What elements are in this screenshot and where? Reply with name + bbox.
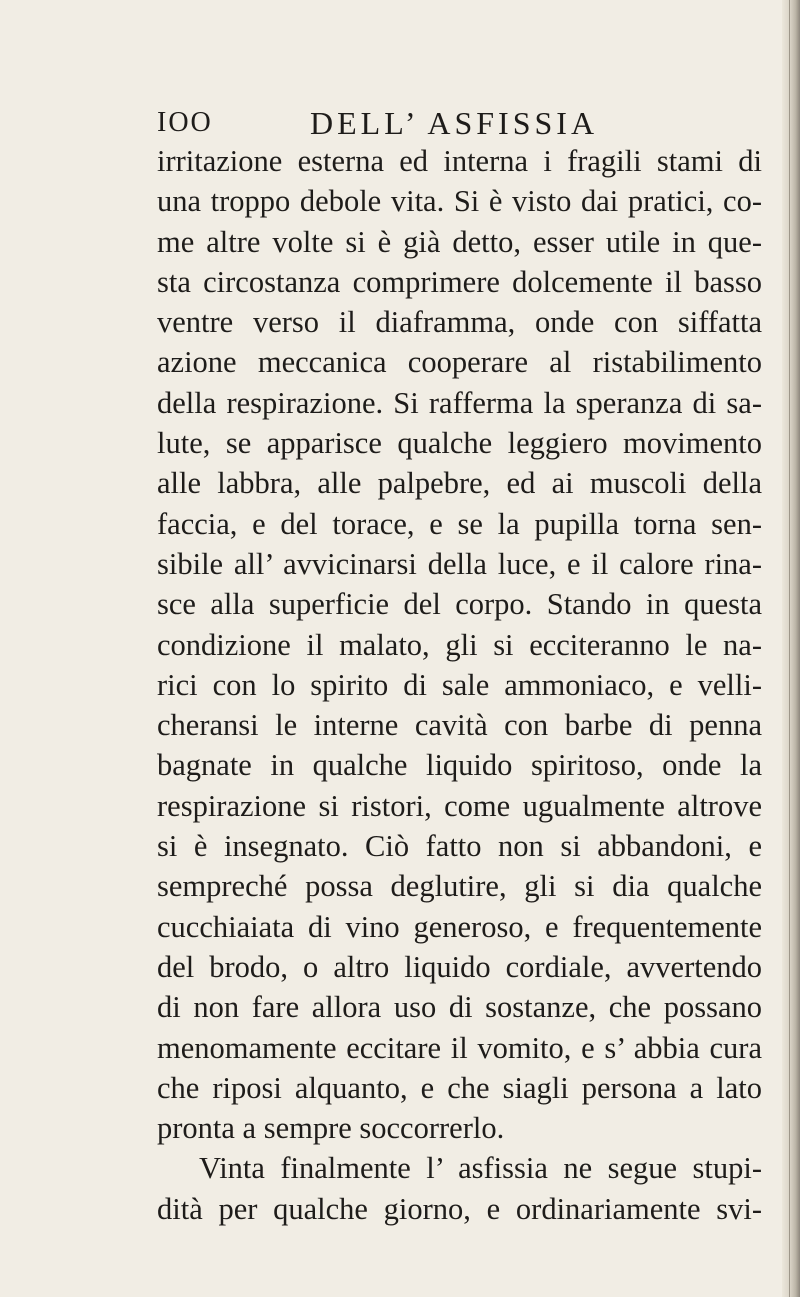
text-line: sibile all’ avvicinarsi della luce, e il calore rina-: [157, 546, 762, 581]
body-text: [157, 141, 762, 1229]
text-line: irritazione esterna ed interna i fragili stami di: [157, 144, 762, 178]
text-line: azione meccanica cooperare al ristabilimento: [157, 345, 762, 380]
text-line: rici con lo spirito di sale ammoniaco, e velli-: [157, 667, 762, 702]
running-title: DELL’ ASFISSIA: [310, 105, 599, 141]
page-header: [157, 103, 757, 143]
text-line: alle labbra, alle palpebre, ed ai muscoli della: [157, 466, 762, 501]
text-line: condizione il malato, gli si ecciteranno le na-: [157, 627, 762, 662]
text-line: faccia, e del torace, e se la pupilla torna sen-: [157, 506, 762, 541]
text-line: ventre verso il diaframma, onde con siffatta: [157, 305, 762, 340]
text-line: sta circostanza comprimere dolcemente il basso: [157, 264, 762, 299]
text-line: lute, se apparisce qualche leggiero movimento: [157, 426, 762, 461]
text-line: cucchiaiata di vino generoso, e frequentemente: [157, 909, 762, 944]
text-line: pronta a sempre soccorrerlo.: [157, 1111, 505, 1146]
page-edge-line: [789, 0, 790, 1297]
text-line: cheransi le interne cavità con barbe di penna: [157, 708, 762, 743]
text-line: sce alla superficie del corpo. Stando in questa: [157, 587, 762, 622]
text-line: respirazione si ristori, come ugualmente altrove: [157, 788, 762, 823]
text-line: del brodo, o altro liquido cordiale, avvertendo: [157, 949, 762, 984]
text-line: me altre volte si è già detto, esser utile in que-: [157, 224, 762, 259]
text-line: dità per qualche giorno, e ordinariamente svi-: [157, 1191, 762, 1226]
text-line: si è insegnato. Ciò fatto non si abbandoni, e: [157, 829, 762, 864]
text-line: della respirazione. Si rafferma la speranza di sa-: [157, 385, 762, 420]
text-line: che riposi alquanto, e che siagli persona a lato: [157, 1070, 762, 1105]
page-number: IOO: [157, 107, 213, 138]
text-line: Vinta finalmente l’ asfissia ne segue stupi-: [199, 1151, 762, 1186]
text-line: bagnate in qualche liquido spiritoso, onde la: [157, 748, 762, 783]
page-edge-shadow: [782, 0, 800, 1297]
text-line: una troppo debole vita. Si è visto dai pratici, co-: [157, 184, 762, 219]
text-line: sempreché possa deglutire, gli si dia qualche: [157, 869, 762, 904]
text-line: di non fare allora uso di sostanze, che possano: [157, 990, 762, 1025]
text-line: menomamente eccitare il vomito, e s’ abbia cura: [157, 1030, 762, 1065]
